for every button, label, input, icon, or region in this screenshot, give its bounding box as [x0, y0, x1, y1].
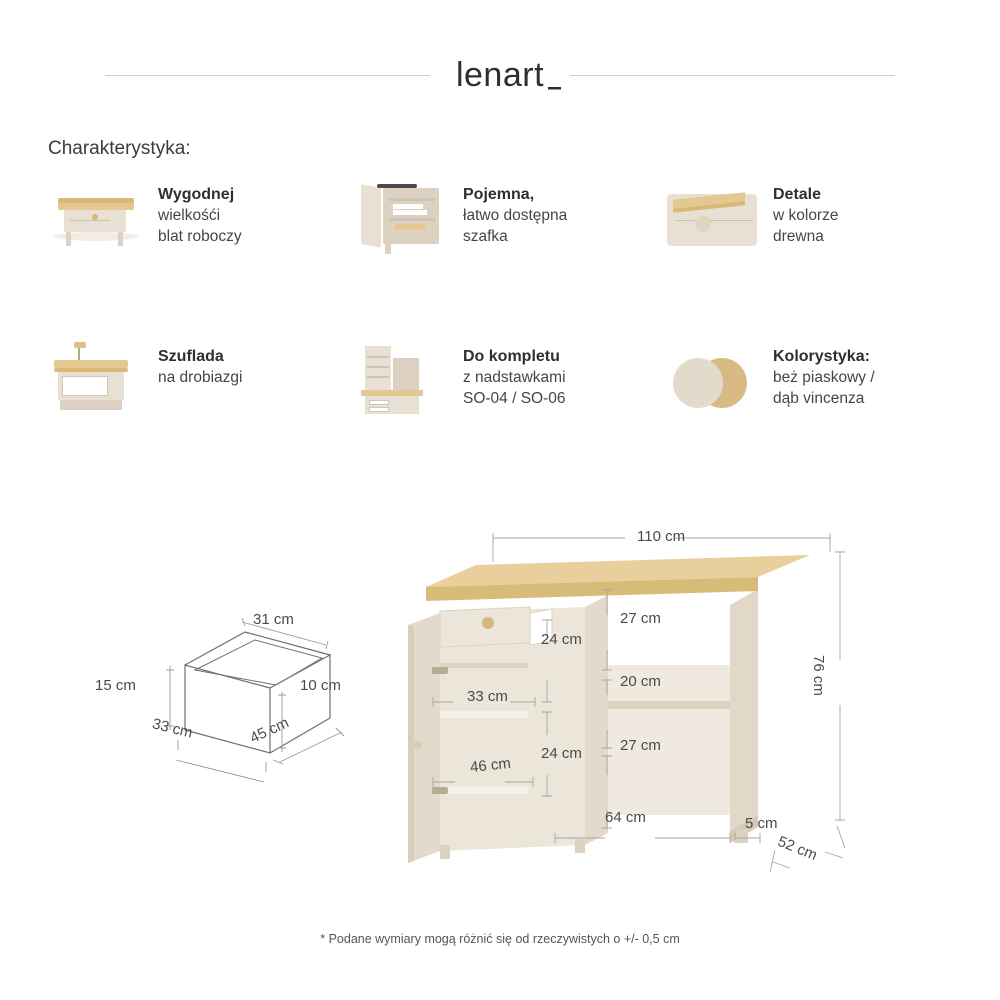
- feature-strong: Detale: [773, 186, 822, 203]
- desk-shelf-upper: 27 cm: [620, 610, 661, 627]
- feature-item: [48, 180, 353, 280]
- feature-item: [48, 342, 353, 442]
- header-rule-left: [105, 75, 430, 76]
- drawer-width-front: 45 cm: [247, 714, 292, 747]
- brand-underscore-icon: [548, 81, 562, 91]
- feature-line2: w kolorze: [773, 206, 839, 224]
- features-grid: [48, 180, 953, 442]
- feature-line2: wielkośći: [158, 206, 221, 224]
- feature-item: [353, 180, 663, 280]
- feature-line2: z nadstawkami: [463, 368, 566, 386]
- wood-detail-icon: [663, 180, 759, 258]
- feature-item: [353, 342, 663, 442]
- hutch-set-icon: [353, 342, 449, 420]
- feature-text: [773, 180, 838, 247]
- open-drawer-icon: [48, 342, 144, 420]
- feature-strong: Kolorystyka:: [773, 348, 870, 365]
- desk-top-width: 110 cm: [637, 528, 686, 545]
- desk-depth: 52 cm: [775, 832, 820, 865]
- feature-line2: beż piaskowy /: [773, 368, 875, 386]
- feature-line3: SO-04 / SO-06: [463, 389, 566, 407]
- drawer-depth-front: 33 cm: [150, 715, 195, 742]
- feature-text: [463, 180, 567, 247]
- desk-cabinet-upper: 24 cm: [541, 631, 582, 648]
- color-swatches-icon: [663, 342, 759, 420]
- feature-strong: Do kompletu: [463, 348, 560, 365]
- feature-item: [663, 180, 953, 280]
- brand-name: lenart: [455, 55, 545, 94]
- desk-leg-width: 5 cm: [745, 815, 778, 832]
- footnote: * Podane wymiary mogą różnić się od rzeczywistych o +/- 0,5 cm: [320, 932, 680, 946]
- feature-line2: na drobiazgi: [158, 368, 243, 386]
- feature-line3: blat roboczy: [158, 227, 242, 245]
- desk-right-height: 76 cm: [810, 655, 827, 696]
- feature-item: [663, 342, 953, 442]
- brand-logo: [456, 56, 544, 95]
- drawer-height-right: 10 cm: [300, 677, 341, 694]
- feature-line3: dąb vincenza: [773, 389, 865, 407]
- feature-strong: Wygodnej: [158, 186, 235, 203]
- desk-with-drawer-icon: [48, 180, 144, 258]
- header-rule-right: [570, 75, 895, 76]
- desk-shelf-depth: 33 cm: [467, 688, 508, 705]
- drawer-wireframe: [130, 600, 390, 900]
- desk-shelf-lower: 27 cm: [620, 737, 661, 754]
- drawer-height-left: 15 cm: [95, 677, 136, 694]
- feature-line2: łatwo dostępna: [463, 206, 568, 224]
- desk-cabinet-lower: 24 cm: [541, 745, 582, 762]
- desk-door-height: 46 cm: [469, 754, 512, 777]
- desk-bottom-width: 64 cm: [605, 809, 646, 826]
- technical-drawing: [0, 470, 1000, 900]
- open-cabinet-icon: [353, 180, 449, 258]
- feature-text: [158, 342, 242, 389]
- feature-line3: drewna: [773, 227, 824, 245]
- desk-dimension-lines: [375, 490, 915, 910]
- feature-text: [158, 180, 242, 247]
- drawer-width-top: 31 cm: [253, 611, 294, 628]
- feature-line3: szafka: [463, 227, 508, 245]
- feature-text: [773, 342, 875, 409]
- feature-strong: Pojemna,: [463, 186, 535, 203]
- page-header: [0, 45, 1000, 105]
- features-title: Charakterystyka:: [48, 138, 191, 159]
- desk-shelf-mid: 20 cm: [620, 673, 661, 690]
- feature-strong: Szuflada: [158, 348, 224, 365]
- feature-text: [463, 342, 566, 409]
